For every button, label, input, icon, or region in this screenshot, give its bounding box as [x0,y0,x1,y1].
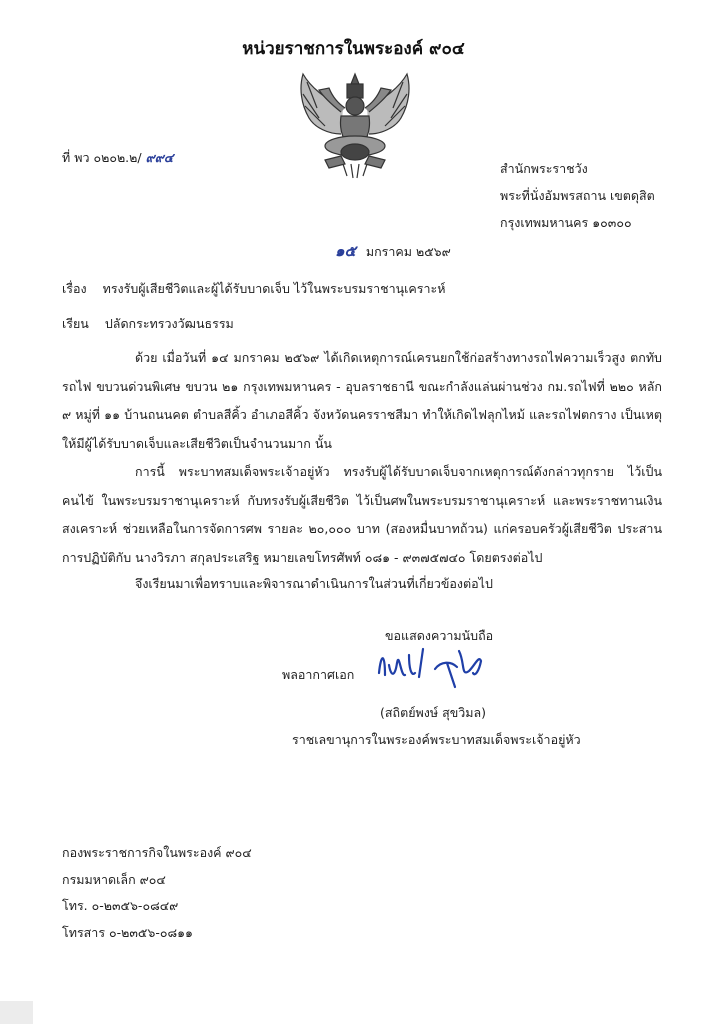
body-paragraph-3 [62,570,662,599]
date-day-handwritten: ๑๕ [335,242,356,260]
body-paragraph-text: จึงเรียนมาเพื่อทราบและพิจารณาดำเนินการในส่วนที่เกี่ยวข้องต่อไป [135,576,493,591]
recipient-text: ปลัดกระทรวงวัฒนธรรม [104,316,234,331]
recipient-line [62,318,234,331]
closing-text: ขอแสดงความนับถือ [385,628,494,643]
sender-address-line: กรุงเทพมหานคร ๑๐๓๐๐ [500,215,632,230]
subject-label: เรื่อง [62,281,87,296]
reference-handwritten-number: ๙๙๔ [145,150,174,165]
footer-line: กรมมหาดเล็ก ๙๐๔ [62,871,166,887]
signature-icon [375,643,495,691]
sender-address-line: พระที่นั่งอัมพรสถาน เขตดุสิต [500,188,655,203]
scan-corner-mark [0,1001,33,1024]
garuda-emblem-icon [285,68,425,180]
signer-position: ราชเลขานุการในพระองค์พระบาทสมเด็จพระเจ้าอยู่หัว [292,732,581,747]
recipient-label: เรียน [62,316,89,331]
sender-address-line: สำนักพระราชวัง [500,161,588,176]
date-month-year: มกราคม ๒๕๖๙ [365,244,451,259]
sender-address [500,155,655,236]
reference-number [62,152,173,165]
letter-date [335,244,451,259]
signer-rank: พลอากาศเอก [282,667,355,682]
body-paragraph-text: ด้วย เมื่อวันที่ ๑๔ มกราคม ๒๕๖๙ ได้เกิดเหตุการณ์เครนยกใช้ก่อสร้างทางรถไฟความเร็วสูง ตกทับรถไฟ ขบวนด่วนพิเศษ ขบวน ๒๑ กรุงเทพมหานคร - อุบลราชธานี ขณะกำลังแล่นผ่านช่วง กม.รถไฟที่ ๒๒๐ หลัก ๙ หมู่ที่ ๑๑ บ้านถนนคต ตำบลสีคิ้ว อำเภอสีคิ้ว จังหวัดนครราชสีมา ทำให้เกิดไฟลุกไหม้ และรถไฟตกราง เป็นเหตุให้มีผู้ได้รับบาดเจ็บและเสียชีวิตเป็นจำนวนมาก นั้น [62,350,662,451]
footer-line: โทร. ๐-๒๓๕๖-๐๘๔๙ [62,898,179,913]
subject-line [62,283,445,296]
body-paragraph-1 [62,344,662,458]
header-title: หน่วยราชการในพระองค์ ๙๐๔ [242,39,465,59]
body-paragraph-text: การนี้ พระบาทสมเด็จพระเจ้าอยู่หัว ทรงรับผู้ได้รับบาดเจ็บจากเหตุการณ์ดังกล่าวทุกราย ไว้เป็นคนไข้ ในพระบรมราชานุเคราะห์ กับทรงรับผู้เสียชีวิต ไว้เป็นศพในพระบรมราชานุเคราะห์ และพระราชทานเงินสงเคราะห์ ช่วยเหลือในการจัดการศพ รายละ ๒๐,๐๐๐ บาท (สองหมื่นบาทถ้วน) แก่ครอบครัวผู้เสียชีวิต ประสานการปฏิบัติกับ นางวิรภา สกุลประเสริฐ หมายเลขโทรศัพท์ ๐๘๑ - ๙๓๗๕๗๔๐ โดยตรงต่อไป [62,464,662,565]
footer-line: กองพระราชการกิจในพระองค์ ๙๐๔ [62,845,252,860]
subject-text: ทรงรับผู้เสียชีวิตและผู้ได้รับบาดเจ็บ ไว้ในพระบรมราชานุเคราะห์ [102,281,446,296]
signer-name: (สถิตย์พงษ์ สุขวิมล) [380,705,487,720]
reference-label: ที่ พว ๐๒๐๒.๒/ [62,150,142,165]
footer-contact [62,840,252,946]
body-paragraph-2 [62,458,662,572]
footer-line: โทรสาร ๐-๒๓๕๖-๐๘๑๑ [62,924,193,940]
